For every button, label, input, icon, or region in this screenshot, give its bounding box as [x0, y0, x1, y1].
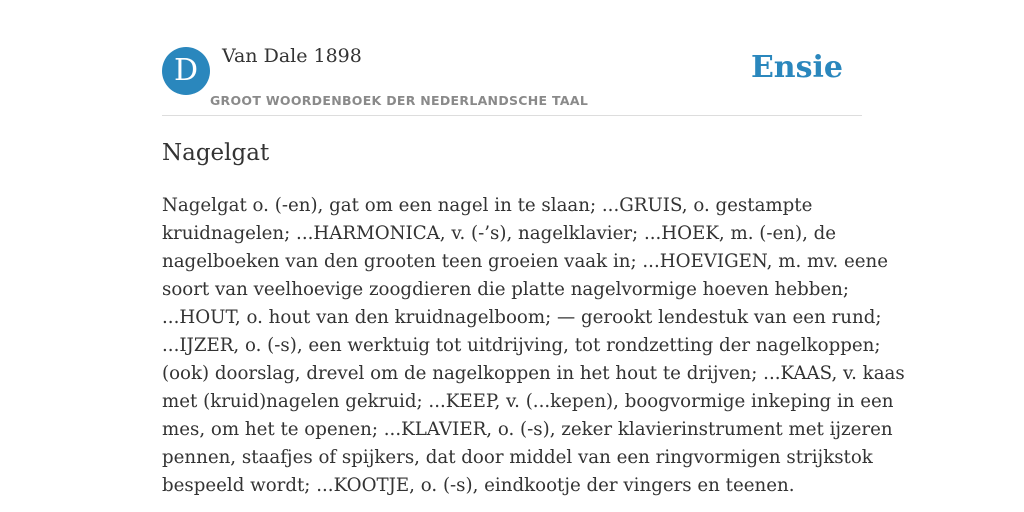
brand-logo[interactable]: Ensie [750, 50, 843, 85]
definition-line: (ook) doorslag, drevel om de nagelkoppen in het hout te drijven; ...KAAS, v. kaas [162, 363, 905, 384]
definition-line: soort van veelhoevige zoogdieren die platte nagelvormige hoeven hebben; [162, 279, 849, 300]
definition-line: met (kruid)nagelen gekruid; ...KEEP, v. (...kepen), boogvormige inkeping in een [162, 391, 894, 412]
source-title[interactable]: Van Dale 1898 [222, 45, 362, 67]
source-avatar: D [162, 47, 210, 95]
definition-line: ...IJZER, o. (-s), een werktuig tot uitdrijving, tot rondzetting der nagelkoppen; [162, 335, 881, 356]
entry-headword: Nagelgat [162, 140, 270, 166]
source-subtitle: GROOT WOORDENBOEK DER NEDERLANDSCHE TAAL [210, 93, 589, 108]
definition-line: bespeeld wordt; ...KOOTJE, o. (-s), eindkootje der vingers en teenen. [162, 475, 795, 496]
definition-line: kruidnagelen; ...HARMONICA, v. (-’s), nagelklavier; ...HOEK, m. (-en), de [162, 223, 837, 244]
definition-line: mes, om het te openen; ...KLAVIER, o. (-s), zeker klavierinstrument met ijzeren [162, 419, 893, 440]
header-divider [162, 115, 862, 116]
definition-line: nagelboeken van den grooten teen groeien vaak in; ...HOEVIGEN, m. mv. eene [162, 251, 888, 272]
definition-line: Nagelgat o. (-en), gat om een nagel in te slaan; ...GRUIS, o. gestampte [162, 195, 813, 216]
definition-line: ...HOUT, o. hout van den kruidnagelboom; — gerookt lendestuk van een rund; [162, 307, 882, 328]
definition-line: pennen, staafjes of spijkers, dat door middel van een ringvormigen strijkstok [162, 447, 873, 468]
entry-definition [162, 192, 905, 500]
